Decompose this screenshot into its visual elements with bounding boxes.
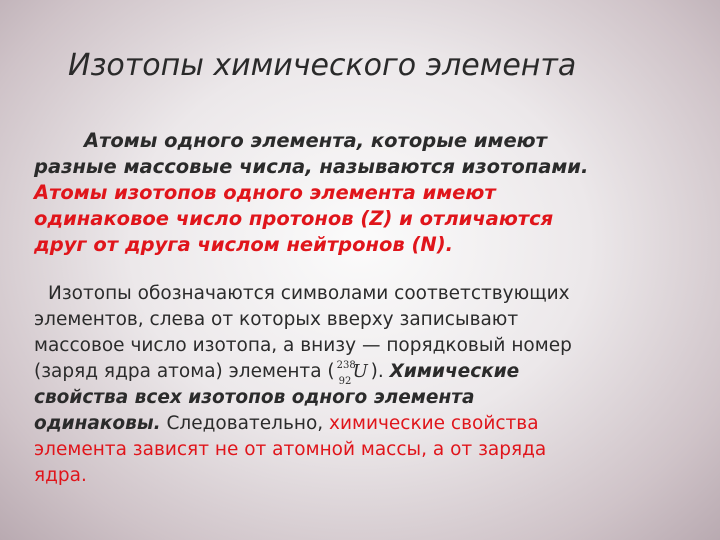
isotope-symbol [335,359,371,387]
notation-line: массовое число изотопа, а внизу — порядковый номер [34,335,572,356]
emphasis-text: одинаковы. [34,413,161,434]
notation-paragraph [34,281,694,489]
definition-line: разные массовые числа, называются изотопами. [34,155,589,178]
notation-line [34,411,694,437]
notation-text: Следовательно, [160,413,330,434]
element-symbol: U [352,361,368,382]
mass-number: 238 [336,360,356,371]
notation-text: (заряд ядра атома) элемента ( [34,361,335,382]
notation-line: Изотопы обозначаются символами соответствующих [48,283,570,304]
atomic-number: 92 [338,376,352,387]
notation-line [34,359,694,385]
highlight-line: одинаковое число протонов (Z) и отличаются [34,207,554,230]
slide-title: Изотопы химического элемента [68,48,577,83]
red-line: ядра. [34,465,87,486]
highlight-line: Атомы изотопов одного элемента имеют [34,181,496,204]
red-line: элемента зависят не от атомной массы, а от заряда [34,439,547,460]
emphasis-line: свойства всех изотопов одного элемента [34,387,475,408]
notation-text: ). [370,361,390,382]
emphasis-text: Химические [389,361,520,382]
definition-paragraph [34,128,684,258]
red-text: химические свойства [329,413,539,434]
notation-line: элементов, слева от которых вверху записывают [34,309,519,330]
definition-line: Атомы одного элемента, которые имеют [84,129,547,152]
highlight-line: друг от друга числом нейтронов (N). [34,233,454,256]
